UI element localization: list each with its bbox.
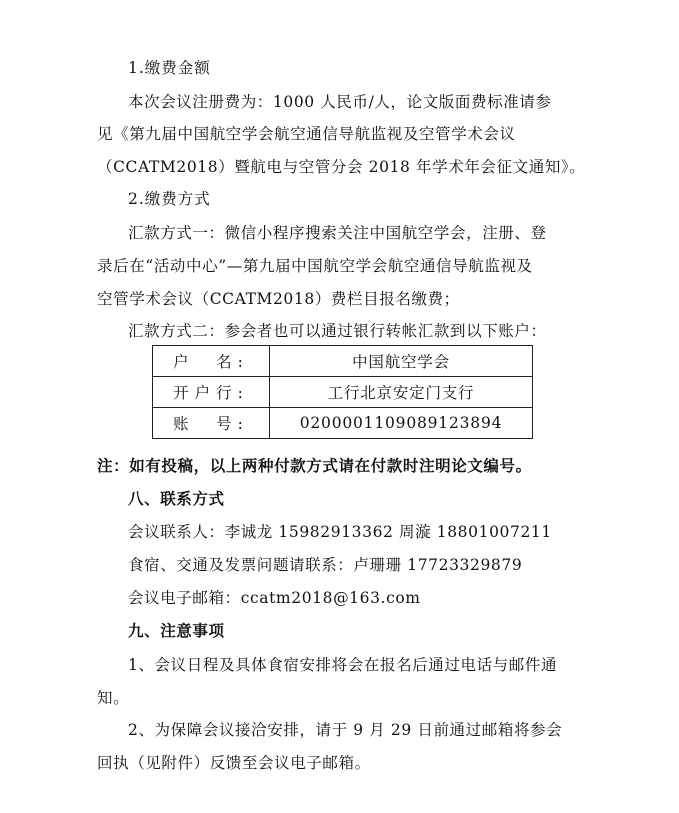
account-row-name xyxy=(153,346,533,377)
account-key-number: 账 号: xyxy=(153,408,270,439)
account-key-bank: 开户行: xyxy=(153,377,270,408)
contact-heading: 八、联系方式 xyxy=(128,489,225,508)
payment-note: 注：如有投稿，以上两种付款方式请在付款时注明论文编号。 xyxy=(97,456,532,475)
contact-line-2: 食宿、交通及发票问题请联系：卢珊珊 17723329879 xyxy=(128,556,523,574)
payment-method-heading: 2.缴费方式 xyxy=(128,190,211,208)
contact-line-1: 会议联系人：李诚龙 15982913362 周漩 18801007211 xyxy=(128,523,552,541)
payment-option1-line-3: 空管学术会议（CCATM2018）费栏目报名缴费； xyxy=(97,290,460,308)
bank-account-table xyxy=(152,345,533,439)
payment-option1-line-1: 汇款方式一：微信小程序搜索关注中国航空学会，注册、登 xyxy=(128,224,547,242)
fee-amount-line-2: 见《第九届中国航空学会航空通信导航监视及空管学术会议 xyxy=(97,125,516,143)
notes-item2-line-1: 2、为保障会议接洽安排，请于 9 月 29 日前通过邮箱将参会 xyxy=(128,721,563,739)
payment-option2-line: 汇款方式二：参会者也可以通过银行转帐汇款到以下账户： xyxy=(128,322,547,340)
notes-item1-line-1: 1、会议日程及具体食宿安排将会在报名后通过电话与邮件通 xyxy=(128,656,558,674)
contact-email-line: 会议电子邮箱：ccatm2018@163.com xyxy=(128,589,421,607)
account-row-number xyxy=(153,408,533,439)
account-value-name: 中国航空学会 xyxy=(270,346,533,377)
account-value-number: 0200001109089123894 xyxy=(270,408,533,439)
notes-item1-line-2: 知。 xyxy=(97,689,130,707)
account-row-bank xyxy=(153,377,533,408)
account-key-name: 户 名: xyxy=(153,346,270,377)
notes-item2-line-2: 回执（见附件）反馈至会议电子邮箱。 xyxy=(97,754,371,772)
payment-option1-line-2: 录后在“活动中心”—第九届中国航空学会航空通信导航监视及 xyxy=(97,257,533,275)
fee-amount-line-1: 本次会议注册费为：1000 人民币/人，论文版面费标准请参 xyxy=(128,93,552,111)
account-value-bank: 工行北京安定门支行 xyxy=(270,377,533,408)
fee-amount-heading: 1.缴费金额 xyxy=(128,59,211,77)
notes-heading: 九、注意事项 xyxy=(128,621,225,640)
fee-amount-line-3: （CCATM2018）暨航电与空管分会 2018 年学术年会征文通知》。 xyxy=(97,158,586,176)
